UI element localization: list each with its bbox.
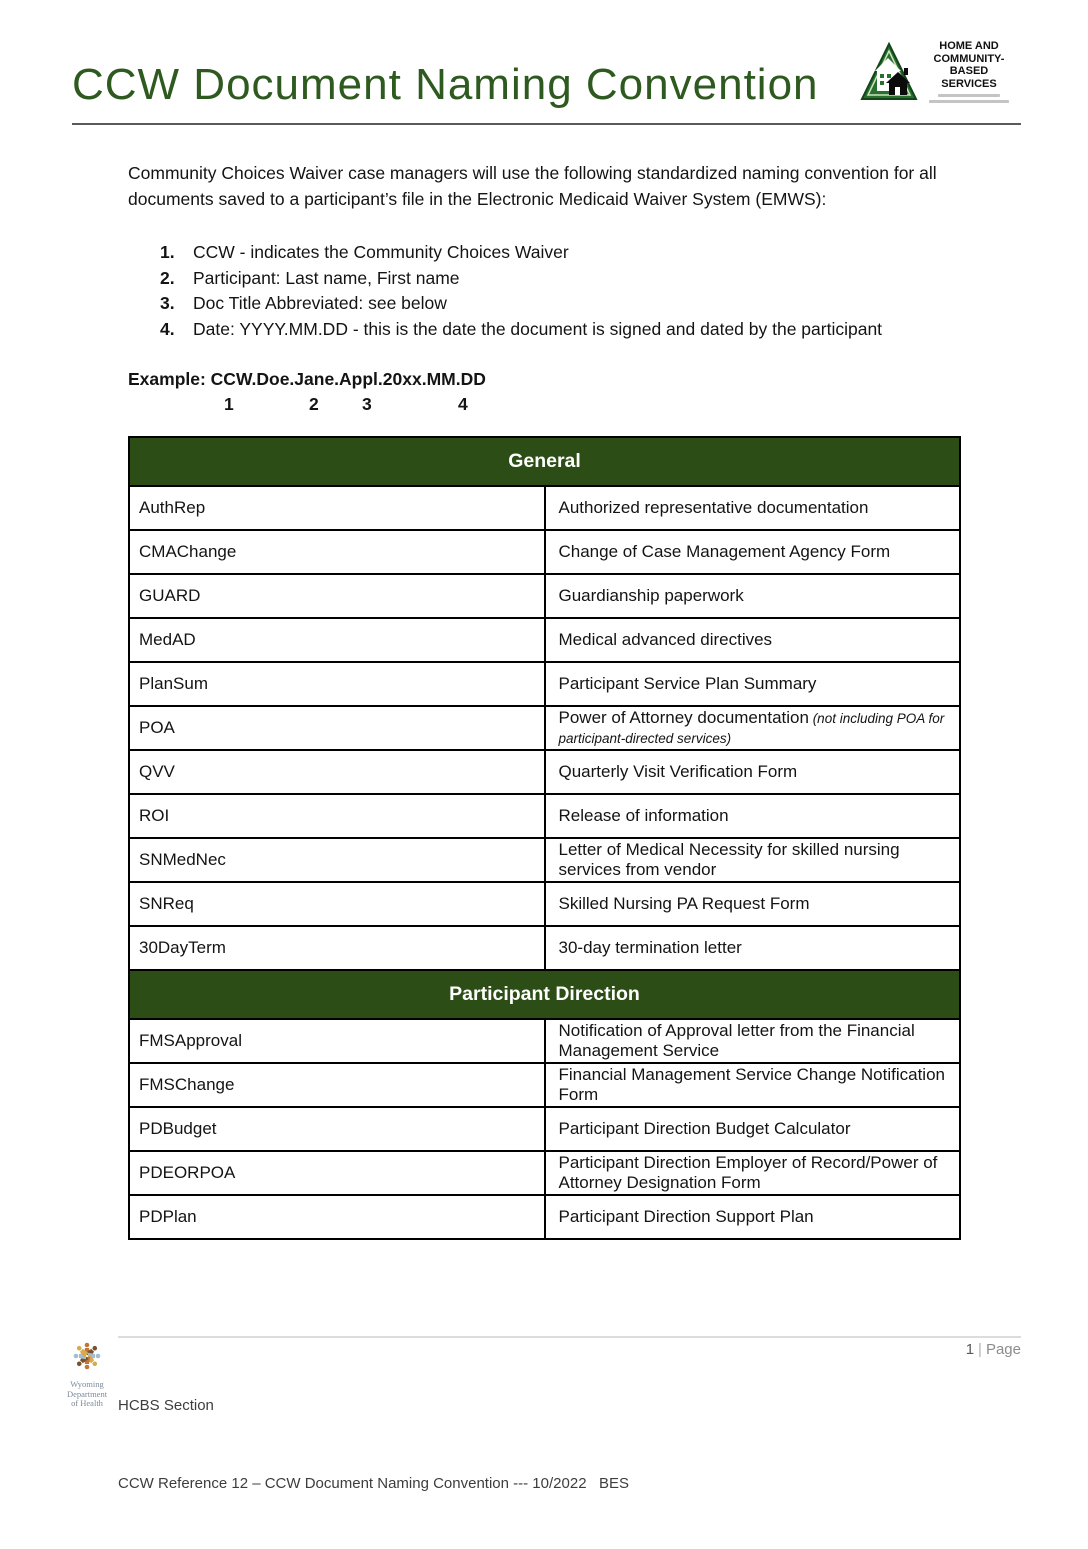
page-label: Page	[985, 1341, 1021, 1358]
wdh-logo-text-line: Wyoming	[70, 1379, 104, 1389]
list-item-number: 1.	[160, 242, 175, 262]
doc-abbreviation-table-body	[129, 437, 960, 1239]
list-item	[160, 266, 882, 292]
doc-description-cell: Participant Direction Support Plan	[545, 1195, 961, 1239]
hcbs-logo-fine-print	[938, 94, 1000, 97]
table-section-header-row	[129, 970, 960, 1019]
doc-abbreviation-cell: PlanSum	[129, 662, 545, 706]
doc-abbreviation-cell: SNMedNec	[129, 838, 545, 882]
list-item-number: 3.	[160, 293, 175, 313]
doc-description-cell: Power of Attorney documentation (not including POA for participant-directed services)	[545, 706, 961, 750]
doc-description-cell: Participant Direction Employer of Record/Power of Attorney Designation Form	[545, 1151, 961, 1195]
footer-text-block	[118, 1341, 629, 1549]
title-divider-rule	[72, 123, 1021, 125]
example-part-marker: 1	[224, 394, 234, 414]
doc-description-cell: Participant Service Plan Summary	[545, 662, 961, 706]
list-item-text: Participant: Last name, First name	[193, 267, 460, 288]
doc-description-cell: Quarterly Visit Verification Form	[545, 750, 961, 794]
doc-description-cell: Authorized representative documentation	[545, 486, 961, 530]
hcbs-triangle-house-icon	[860, 42, 918, 102]
wdh-people-circle-icon	[68, 1338, 106, 1374]
doc-description-cell: Change of Case Management Agency Form	[545, 530, 961, 574]
example-part-markers	[128, 394, 648, 418]
page-number-separator: |	[978, 1341, 982, 1358]
table-row	[129, 1063, 960, 1107]
page-title: CCW Document Naming Convention	[72, 60, 819, 109]
doc-abbreviation-cell: PDBudget	[129, 1107, 545, 1151]
doc-abbreviation-cell: ROI	[129, 794, 545, 838]
doc-description-cell: Medical advanced directives	[545, 618, 961, 662]
list-item-text: Date: YYYY.MM.DD - this is the date the document is signed and dated by the participant	[193, 318, 883, 339]
doc-abbreviation-cell: CMAChange	[129, 530, 545, 574]
wdh-logo-text-line: of Health	[71, 1398, 103, 1408]
table-row	[129, 618, 960, 662]
hcbs-logo-wordmark	[920, 40, 1018, 103]
doc-description-cell: Participant Direction Budget Calculator	[545, 1107, 961, 1151]
list-item	[160, 240, 882, 266]
list-item-text: Doc Title Abbreviated: see below	[193, 293, 447, 313]
table-row	[129, 530, 960, 574]
doc-abbreviation-cell: QVV	[129, 750, 545, 794]
wdh-logo-text	[58, 1380, 116, 1409]
intro-paragraph: Community Choices Waiver case managers will use the following standardized naming convention for all documents saved to a participant’s file in the Electronic Medicaid Waiver System (EMWS):	[128, 162, 937, 209]
example-filename: Example: CCW.Doe.Jane.Appl.20xx.MM.DD	[128, 369, 486, 389]
table-section-title: General	[129, 437, 960, 486]
table-row	[129, 706, 960, 750]
doc-abbreviation-cell: FMSChange	[129, 1063, 545, 1107]
hcbs-logo-line: SERVICES	[941, 77, 997, 90]
doc-abbreviation-cell: GUARD	[129, 574, 545, 618]
doc-abbreviation-cell: PDEORPOA	[129, 1151, 545, 1195]
doc-abbreviation-cell: PDPlan	[129, 1195, 545, 1239]
table-row	[129, 838, 960, 882]
list-item-text: CCW - indicates the Community Choices Waiver	[193, 242, 569, 262]
table-row	[129, 1107, 960, 1151]
table-row	[129, 574, 960, 618]
table-row	[129, 750, 960, 794]
hcbs-logo-line: HOME AND	[939, 40, 999, 52]
table-row	[129, 1019, 960, 1063]
table-row	[129, 486, 960, 530]
doc-description-cell: Letter of Medical Necessity for skilled nursing services from vendor	[545, 838, 961, 882]
list-item-number: 4.	[160, 318, 175, 339]
list-item	[160, 291, 882, 317]
doc-description-note: (not including POA for participant-directed services)	[558, 711, 945, 746]
doc-description-cell: Guardianship paperwork	[545, 574, 961, 618]
table-row	[129, 882, 960, 926]
doc-abbreviation-cell: MedAD	[129, 618, 545, 662]
doc-description-cell: Skilled Nursing PA Request Form	[545, 882, 961, 926]
hcbs-logo-line: BASED	[949, 65, 989, 77]
table-section-title: Participant Direction	[129, 970, 960, 1019]
table-section-header-row	[129, 437, 960, 486]
table-row	[129, 1195, 960, 1239]
wdh-logo-text-line: Department	[66, 1388, 108, 1399]
example-part-marker: 2	[309, 394, 319, 414]
example-part-marker: 3	[362, 394, 372, 414]
table-row	[129, 926, 960, 970]
doc-description-cell: Release of information	[545, 794, 961, 838]
doc-abbreviation-cell: SNReq	[129, 882, 545, 926]
table-row	[129, 1151, 960, 1195]
list-item	[160, 317, 882, 343]
doc-abbreviation-cell: FMSApproval	[129, 1019, 545, 1063]
doc-abbreviation-cell: POA	[129, 706, 545, 750]
example-part-marker: 4	[458, 394, 468, 414]
footer-section-label: HCBS Section	[118, 1397, 214, 1414]
table-row	[129, 794, 960, 838]
footer-divider-rule	[118, 1336, 1021, 1338]
table-row	[129, 662, 960, 706]
doc-abbreviation-cell: 30DayTerm	[129, 926, 545, 970]
hcbs-logo-fine-print	[929, 100, 1009, 103]
doc-description-cell: 30-day termination letter	[545, 926, 961, 970]
doc-description-cell: Financial Management Service Change Notification Form	[545, 1063, 961, 1107]
hcbs-logo-line: COMMUNITY-	[933, 52, 1005, 65]
doc-description-cell: Notification of Approval letter from the Financial Management Service	[545, 1019, 961, 1063]
doc-abbreviation-cell: AuthRep	[129, 486, 545, 530]
wdh-footer-logo	[58, 1338, 116, 1409]
page-number-block	[966, 1341, 1021, 1358]
naming-rules-list	[160, 240, 882, 342]
doc-abbreviation-table	[128, 436, 961, 1240]
page-number: 1	[965, 1341, 975, 1358]
footer-reference-label: CCW Reference 12 – CCW Document Naming Convention --- 10/2022 BES	[118, 1475, 630, 1492]
list-item-number: 2.	[160, 267, 175, 288]
